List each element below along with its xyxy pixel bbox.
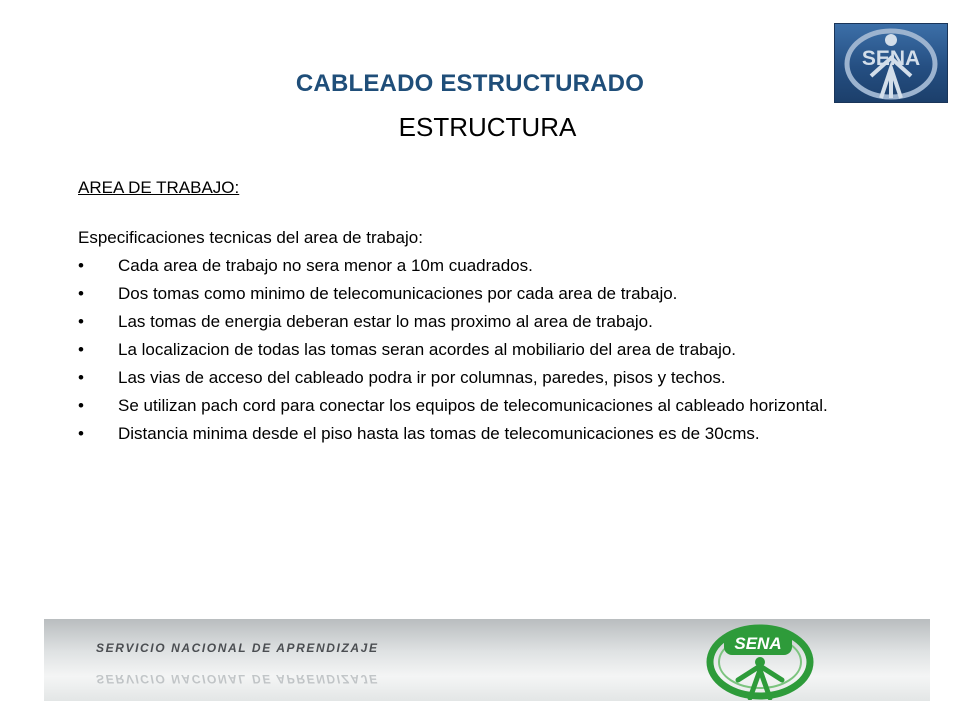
bullet-icon: • xyxy=(78,312,84,331)
sena-logo-bottom xyxy=(702,620,822,700)
sena-logo-green-icon xyxy=(702,620,822,700)
list-item xyxy=(78,364,878,392)
list-item xyxy=(78,336,878,364)
bullet-text: Se utilizan pach cord para conectar los equipos de telecomunicaciones al cableado horizontal. xyxy=(118,396,828,415)
bullet-icon: • xyxy=(78,424,84,443)
slide-subtitle: ESTRUCTURA xyxy=(398,112,577,142)
bullet-text: Dos tomas como minimo de telecomunicaciones por cada area de trabajo. xyxy=(118,284,678,303)
sena-logo-green-text: SENA xyxy=(734,634,782,653)
bullet-icon: • xyxy=(78,256,84,275)
intro-text: Especificaciones tecnicas del area de trabajo: xyxy=(78,228,423,247)
list-item xyxy=(78,392,878,420)
list-item xyxy=(78,252,878,280)
bullet-text: La localizacion de todas las tomas seran acordes al mobiliario del area de trabajo. xyxy=(118,340,737,359)
sena-logo-top xyxy=(834,23,948,103)
sena-logo-icon xyxy=(835,24,947,102)
list-item xyxy=(78,308,878,336)
bullet-icon: • xyxy=(78,340,84,359)
list-item xyxy=(78,420,878,448)
footer-text-reflection: SERVICIO NACIONAL DE APRENDIZAJE xyxy=(96,672,379,686)
section-label: AREA DE TRABAJO: xyxy=(78,178,240,197)
bullet-icon: • xyxy=(78,368,84,387)
bullet-icon: • xyxy=(78,284,84,303)
list-item xyxy=(78,280,878,308)
footer-text: SERVICIO NACIONAL DE APRENDIZAJE xyxy=(96,641,379,655)
sena-logo-text: SENA xyxy=(861,47,921,70)
bullet-text: Distancia minima desde el piso hasta las tomas de telecomunicaciones es de 30cms. xyxy=(118,424,760,443)
bullet-text: Las vias de acceso del cableado podra ir por columnas, paredes, pisos y techos. xyxy=(118,368,726,387)
bullet-icon: • xyxy=(78,396,84,415)
content-body xyxy=(78,174,878,448)
bullet-text: Las tomas de energia deberan estar lo mas proximo al area de trabajo. xyxy=(118,312,653,331)
bullet-text: Cada area de trabajo no sera menor a 10m cuadrados. xyxy=(118,256,533,275)
bullet-list xyxy=(78,252,878,448)
slide-title: CABLEADO ESTRUCTURADO xyxy=(295,70,645,97)
